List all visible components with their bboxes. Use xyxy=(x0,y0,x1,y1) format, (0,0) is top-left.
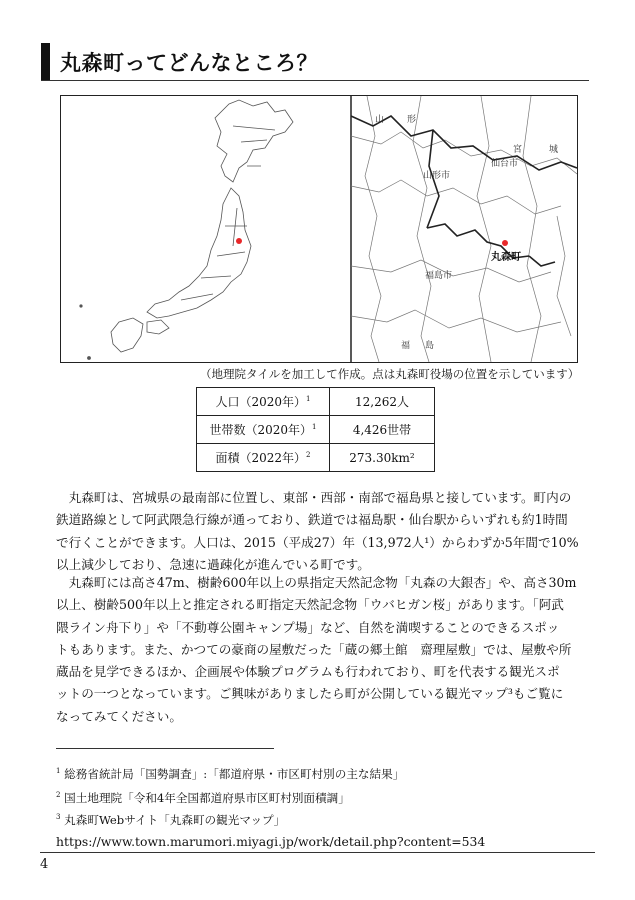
page-title: 丸森町ってどんなところ？ xyxy=(60,51,318,75)
paragraph-line: 隈ライン舟下り」や「不動尊公園キャンプ場」など、自然を満喫することのできるスポッ xyxy=(56,619,560,635)
title-underline xyxy=(41,80,589,81)
label-yamagata-city: 山形市 xyxy=(423,171,451,181)
paragraph-line: 丸森町には高さ47m、樹齢600年以上の県指定天然記念物「丸森の大銀杏」や、高さ30m xyxy=(56,575,577,590)
marumori-marker-overview xyxy=(236,238,242,244)
title-accent-bar xyxy=(41,43,50,81)
paragraph-attractions xyxy=(56,572,596,728)
paragraph-line: 以上、樹齢500年以上と推定される町指定天然記念物「ウバヒガン桜」があります。「阿武 xyxy=(56,597,564,613)
footnote-url-link[interactable]: https://www.town.marumori.miyagi.jp/work/detail.php?content=534 xyxy=(56,834,486,849)
label-marumori-town: 丸森町 xyxy=(491,252,521,263)
paragraph-line: 丸森町は、宮城県の最南部に位置し、東部・西部・南部で福島県と接しています。町内の xyxy=(56,490,572,505)
footnote-2: $^2$ 国土地理院「令和4年全国都道府県市区町村別面積調」 xyxy=(56,791,350,805)
stat-value: 12,262人 xyxy=(330,388,435,416)
footnote-3: $^3$ 丸森町Webサイト「丸森町の観光マップ」 xyxy=(56,813,286,827)
stat-label: 人口（2020年）$^1$ xyxy=(197,388,330,416)
stat-label: 世帯数（2020年）$^1$ xyxy=(197,416,330,444)
japan-overview-map xyxy=(80,100,293,360)
label-yamagata-pref-2: 形 xyxy=(407,115,417,125)
stats-table xyxy=(196,387,435,472)
footnote-divider xyxy=(56,748,274,749)
page-number: 4 xyxy=(40,857,49,872)
paragraph-line: 以上減少しており、急速に過疎化が進んでいる町です。 xyxy=(56,556,370,572)
section-header xyxy=(41,43,589,81)
table-row xyxy=(197,388,435,416)
stat-label: 面積（2022年）$^2$ xyxy=(197,444,330,472)
paragraph-overview xyxy=(56,487,596,576)
paragraph-line: なってみてください。 xyxy=(56,708,182,724)
map-figure xyxy=(60,95,578,363)
paragraph-line: で行くことができます。人口は、2015（平成27）年（13,972人¹）からわずか5年間で10% xyxy=(56,534,579,550)
map-caption: （地理院タイルを加工して作成。点は丸森町役場の位置を示しています） xyxy=(200,367,580,381)
label-fukushima-city: 福島市 xyxy=(425,271,453,281)
stat-value: 273.30km² xyxy=(330,444,435,472)
label-miyagi-pref-2: 城 xyxy=(549,145,559,155)
label-yamagata-pref-1: 山 xyxy=(375,115,385,125)
footer-divider xyxy=(40,852,595,853)
regional-detail-map xyxy=(351,96,577,362)
label-sendai-city: 仙台市 xyxy=(491,159,519,169)
label-fukushima-pref-1: 福 xyxy=(401,341,411,351)
paragraph-line: 蔵品を見学できるほか、企画展や体験プログラムも行われており、町を代表する観光スポ xyxy=(56,664,560,680)
prefecture-border xyxy=(351,116,577,266)
paragraph-line: ットの一つとなっています。ご興味がありましたら町が公開している観光マップ³もご覧に xyxy=(56,686,564,702)
paragraph-line: トもあります。また、かつての豪商の屋敷だった「蔵の郷土館 齋理屋敷」では、屋敷や所 xyxy=(56,641,572,657)
stat-value: 4,426世帯 xyxy=(330,416,435,444)
footnote-1: $^1$ 総務省統計局「国勢調査」:「都道府県・市区町村別の主な結果」 xyxy=(56,767,405,781)
table-row xyxy=(197,444,435,472)
label-fukushima-pref-2: 島 xyxy=(425,341,435,351)
paragraph-line: 鉄道路線として阿武隈急行線が通っており、鉄道では福島駅・仙台駅からいずれも約1時間 xyxy=(56,512,568,528)
marumori-marker-detail xyxy=(502,240,508,246)
table-row xyxy=(197,416,435,444)
label-miyagi-pref-1: 宮 xyxy=(513,145,523,155)
